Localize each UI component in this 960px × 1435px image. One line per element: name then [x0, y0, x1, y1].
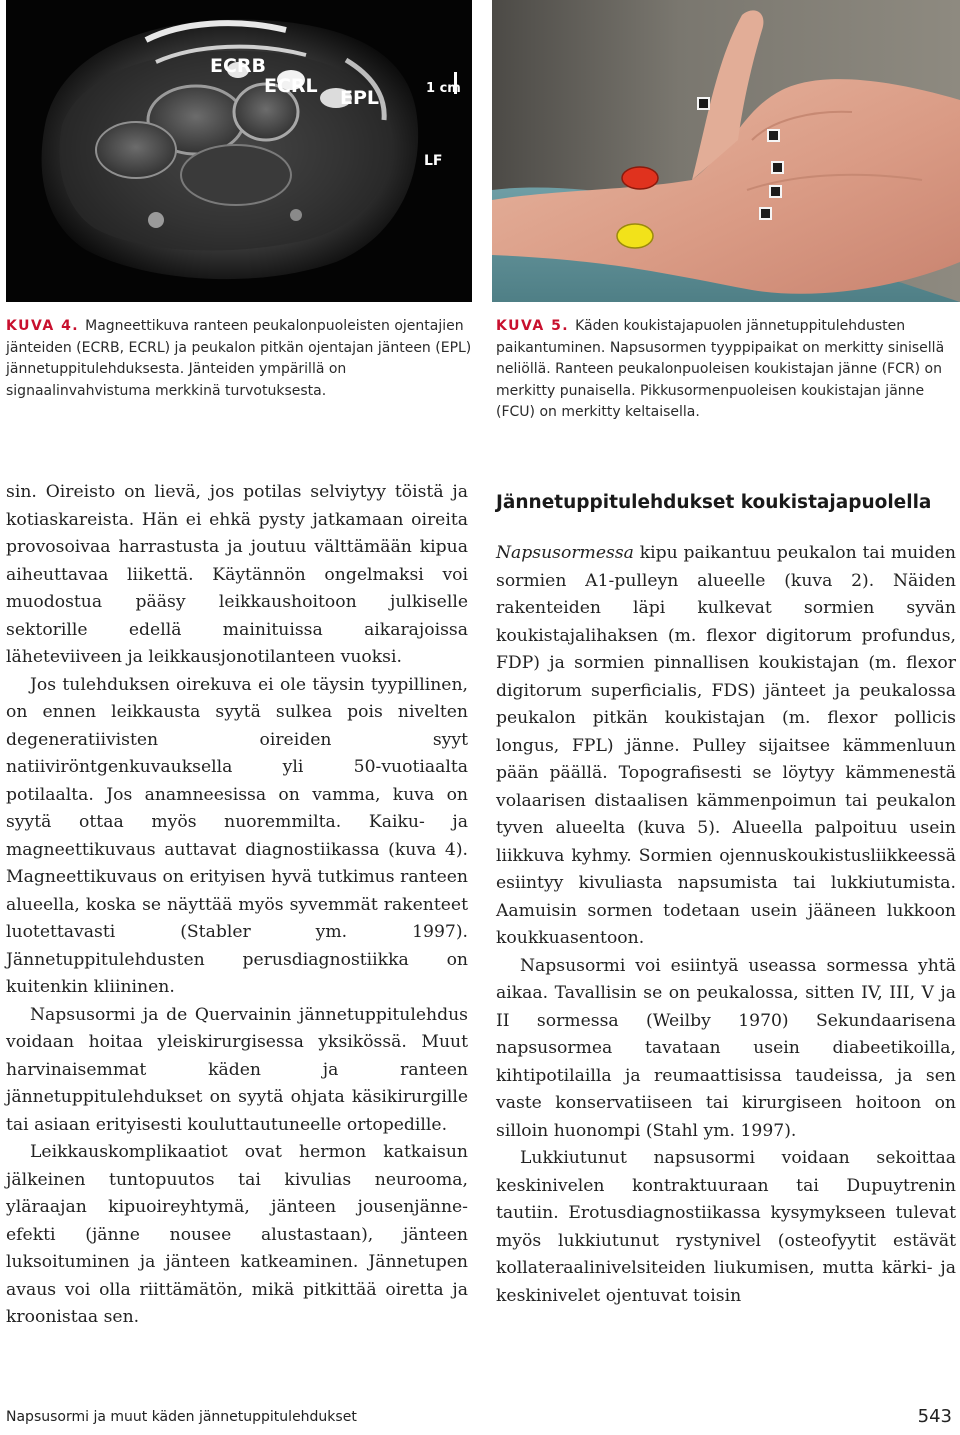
right-paragraph-1: [496, 540, 956, 953]
hand-figure: [492, 0, 960, 302]
napsusormessa-term: Napsusormessa: [496, 543, 634, 563]
figure-4-label: KUVA 4.: [6, 318, 80, 334]
fcr-red-marker: [622, 167, 658, 189]
figure-4-caption-text: Magneettikuva ranteen peukalonpuoleisten ojentajien jänteiden (ECRB, ECRL) ja peukalon pitkän ojentajan jänteen (EPL) jännetuppitulehduksesta. Jänteiden ympärillä on signaalinvahvistuma merkkinä turvotuksesta.: [6, 318, 472, 399]
running-footer-title: Napsusormi ja muut käden jännetuppitulehdukset: [6, 1409, 357, 1425]
left-paragraph-3: Napsusormi ja de Quervainin jännetuppitulehdus voidaan hoitaa yleiskirurgisessa yksikössä. Muut harvinaisemmat käden ja ranteen jännetuppitulehdukset on syytä ohjata käsikirurgille tai asiaan erityisesti kouluttautuneelle ortopedille.: [6, 1004, 468, 1135]
left-column: [6, 479, 468, 1332]
right-paragraph-1-text: kipu paikantuu peukalon tai muiden sormien A1-pulleyn alueelle (kuva 2). Näiden rakenteiden läpi kulkevat sormien syvän koukistajalihaksen (m. flexor digitorum profundus, FDP) ja sormien pinnallisen koukistajan (m. flexor digitorum superficialis, FDS) jänteet ja peukalossa peukalon pitkän koukistajan (m. flexor pollicis longus, FPL) jänne. Pulley sijaitsee kämmenluun pään päällä. Topografisesti se löytyy kämmenestä volaarisen distaalisen kämmenpoimun tai peukalon tyven alueelta (kuva 5). Alueella palpoituu usein liikkuva kyhmy. Sormien ojennuskoukistusliikkeessä esiintyy kivuliasta napsumista tai lukkiutumista. Aamuisin sormen todetaan usein jääneen lukkoon koukkuasentoon.: [496, 543, 956, 948]
figure-5-caption: [496, 316, 960, 424]
mri-figure: [6, 0, 472, 302]
figure-5-label: KUVA 5.: [496, 318, 570, 334]
figure-4-caption: [6, 316, 476, 402]
right-paragraph-3: Lukkiutunut napsusormi voidaan sekoittaa keskinivelen kontraktuuraan tai Dupuytrenin tautiin. Erotusdiagnostiikassa kysymykseen tulevat myös lukkiutunut rystynivel (osteofyytit estävät kollateraalinivelsiteiden liukumisen, mutta kärki- ja keskinivelet ojentuvat toisin: [496, 1148, 956, 1306]
right-column: [496, 540, 956, 1310]
page-number: 543: [917, 1406, 952, 1427]
hand-photo: [492, 0, 960, 302]
ecrl-label: ECRL: [264, 75, 318, 97]
left-paragraph-2: Jos tulehduksen oirekuva ei ole täysin tyypillinen, on ennen leikkausta syytä sulkea pois nivelten degeneratiivisten oireiden syyt natiiviröntgenkuvauksella yli 50-vuotiaalta potilaalta. Jos anamneesissa on vamma, kuva on syytä ottaa myös nuoremmilta. Kaiku- ja magneettikuvaus auttavat diagnostiikassa (kuva 4). Magneettikuvaus on erityisen hyvä tutkimus ranteen alueella, koska se näyttää myös syvemmät rakenteet luotettavasti (Stabler ym. 1997). Jännetuppitulehdusten perusdiagnostiikka on kuitenkin kliininen.: [6, 674, 468, 997]
left-paragraph-4: Leikkauskomplikaatiot ovat hermon katkaisun jälkeinen tuntopuutos tai kivulias neurooma, yläraajan kipuoireyhtymä, jänteen jousenjänne-efekti (jänne nousee alustastaan), jänteen luksoituminen ja jänteen katkeaminen. Jännetupen avaus voi olla riittämätön, mikä pitkittää oiretta ja kroonistaa sen.: [6, 1142, 468, 1327]
right-paragraph-2: Napsusormi voi esiintyä useassa sormessa yhtä aikaa. Tavallisin se on peukalossa, sitten IV, III, V ja II sormessa (Weilby 1970) Sekundaarisena napsusormea tavataan usein diabeetikoilla, kihtipotilailla ja reumaattisissa taudeissa, ja sen vaste konservatiiseen tai kirurgiseen hoitoon on silloin huonompi (Stahl ym. 1997).: [496, 955, 956, 1141]
fcu-yellow-marker: [617, 224, 653, 248]
lf-label: LF: [424, 153, 443, 169]
epl-label: EPL: [340, 87, 380, 109]
figure-5-caption-text: Käden koukistajapuolen jännetuppitulehdusten paikantuminen. Napsusormen tyyppipaikat on merkitty sinisellä neliöllä. Ranteen peukalonpuoleisen koukistajan jänne (FCR) on merkitty punaisella. Pikkusormenpuoleisen koukistajan jänne (FCU) on merkitty keltaisella.: [496, 318, 945, 420]
ecrb-label: ECRB: [210, 55, 267, 77]
section-heading: Jännetuppitulehdukset koukistajapuolella: [496, 492, 932, 513]
mri-image: [6, 0, 472, 302]
left-paragraph-1: sin. Oireisto on lievä, jos potilas selviytyy töistä ja kotiaskareista. Hän ei ehkä pysty jatkamaan oireita provosoivaa harrastusta ja joutuu välttämään kipua aiheuttavaa liikettä. Käytännön ongelmaksi voi muodostua pääsy leikkaushoitoon julkiselle sektorille edellä mainituissa aikarajoissa läheteviiveen ja leikkausjonotilanteen vuoksi.: [6, 482, 468, 667]
scale-label: 1 cm: [426, 81, 461, 96]
